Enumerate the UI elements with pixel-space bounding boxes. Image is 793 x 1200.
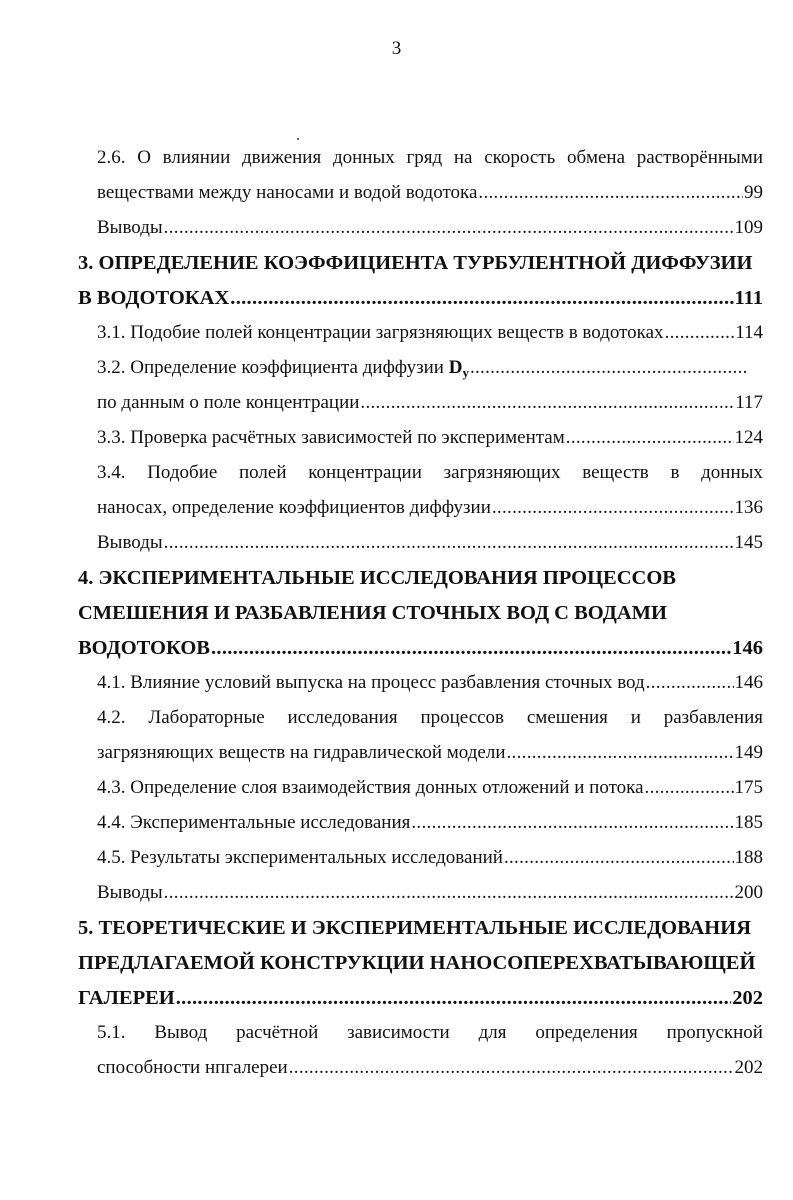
toc-word: для [478, 1022, 507, 1043]
toc-word: разбавления [663, 707, 763, 728]
toc-word: донных [701, 462, 763, 483]
toc-entry-text: 3.2. Определение коэффициента диффузии [97, 357, 449, 378]
toc-word: зависимости [347, 1022, 450, 1043]
dot-leader [470, 357, 746, 379]
toc-word: влиянии [162, 147, 231, 168]
toc-entry-5-1-line2[interactable] [97, 1057, 763, 1079]
toc-page-number: 175 [734, 777, 763, 798]
dot-leader [646, 672, 734, 694]
toc-entry-2-conclusions[interactable] [97, 217, 763, 239]
toc-word: донных [332, 147, 395, 168]
toc-word: пропускной [666, 1022, 763, 1043]
toc-page-number: 149 [734, 742, 763, 763]
toc-word: скорость [484, 147, 556, 168]
toc-page-number: 136 [734, 497, 763, 518]
toc-entry-4-2-line1[interactable] [97, 707, 763, 729]
toc-entry-label: 3.1. Подобие полей концентрации загрязняющих веществ в водотоках [97, 322, 664, 343]
toc-entry-label: 3.3. Проверка расчётных зависимостей по экспериментам [97, 427, 565, 448]
toc-word: полей [239, 462, 287, 483]
toc-page-number: 109 [734, 217, 763, 238]
toc-chapter-5-line1[interactable] [78, 917, 763, 940]
dot-leader [360, 392, 734, 414]
chapter-title: 4. ЭКСПЕРИМЕНТАЛЬНЫЕ ИССЛЕДОВАНИЯ ПРОЦЕССОВ [78, 567, 676, 589]
toc-word: и [630, 707, 641, 728]
toc-chapter-5-line2[interactable] [78, 952, 763, 975]
toc-entry-label: Выводы [97, 532, 163, 553]
dot-leader [211, 637, 731, 660]
chapter-title: 5. ТЕОРЕТИЧЕСКИЕ И ЭКСПЕРИМЕНТАЛЬНЫЕ ИССЛЕДОВАНИЯ [78, 917, 752, 939]
toc-word: 3.4. [97, 462, 126, 483]
toc-page-number: 145 [734, 532, 763, 553]
toc-page-number: 185 [734, 812, 763, 833]
toc-word: в [670, 462, 680, 483]
toc-entry-label: по данным о поле концентрации [97, 392, 360, 413]
toc-entry-label: 4.5. Результаты экспериментальных исследований [97, 847, 503, 868]
toc-word: определения [535, 1022, 638, 1043]
toc-word: расчётной [236, 1022, 319, 1043]
chapter-title: ПРЕДЛАГАЕМОЙ КОНСТРУКЦИИ НАНОСОПЕРЕХВАТЫВАЮЩЕЙ [78, 952, 756, 974]
chapter-title: ВОДОТОКОВ [78, 637, 210, 659]
chapter-title: В ВОДОТОКАХ [78, 287, 230, 309]
toc-entry-3-2-line1[interactable] [97, 357, 747, 381]
toc-page-number: 117 [735, 392, 763, 413]
toc-entry-label: способности нпгалереи [97, 1057, 288, 1078]
toc-page-number: 114 [735, 322, 763, 343]
chapter-title: ГАЛЕРЕИ [78, 987, 175, 1009]
toc-entry-3-2-line2[interactable] [97, 392, 763, 414]
toc-entry-label: 4.3. Определение слоя взаимодействия донных отложений и потока [97, 777, 644, 798]
dot-leader [164, 532, 734, 554]
toc-entry-3-4-line2[interactable] [97, 497, 763, 519]
dot-leader [566, 427, 734, 449]
toc-word: Лабораторные [148, 707, 265, 728]
toc-word: 4.2. [97, 707, 126, 728]
dot-leader [665, 322, 735, 344]
toc-word: растворёнными [636, 147, 763, 168]
toc-page-number: 202 [734, 1057, 763, 1078]
toc-chapter-4-line1[interactable] [78, 567, 763, 590]
toc-chapter-5-line3[interactable] [78, 987, 763, 1010]
symbol-d: D [448, 357, 463, 378]
chapter-title: 3. ОПРЕДЕЛЕНИЕ КОЭФФИЦИЕНТА ТУРБУЛЕНТНОЙ ДИФФУЗИИ [78, 252, 753, 274]
toc-word: 2.6. [97, 147, 126, 168]
toc-chapter-3-line2[interactable] [78, 287, 763, 310]
toc-word: Вывод [154, 1022, 208, 1043]
toc-chapter-4-line3[interactable] [78, 637, 763, 660]
dot-leader [492, 497, 734, 519]
toc-entry-label: загрязняющих веществ на гидравлической модели [97, 742, 506, 763]
dot-leader [504, 847, 734, 869]
toc-entry-label: 4.1. Влияние условий выпуска на процесс разбавления сточных вод [97, 672, 645, 693]
toc-chapter-3-line1[interactable] [78, 252, 763, 275]
toc-entry-3-1[interactable] [97, 322, 763, 344]
toc-page-number: 188 [734, 847, 763, 868]
toc-entry-3-conclusions[interactable] [97, 532, 763, 554]
dot-leader [164, 217, 734, 239]
dot-leader [478, 182, 743, 204]
toc-entry-2-6-line2[interactable] [97, 182, 763, 204]
toc-word: 5.1. [97, 1022, 126, 1043]
toc-entry-label: 4.4. Экспериментальные исследования [97, 812, 411, 833]
toc-page-number: 200 [734, 882, 763, 903]
toc-word: концентрации [308, 462, 422, 483]
toc-word: обмена [566, 147, 626, 168]
toc-word: исследования [287, 707, 398, 728]
symbol-subscript: y [462, 365, 469, 380]
toc-entry-label: Выводы [97, 882, 163, 903]
toc-word: Подобие [147, 462, 218, 483]
toc-entry-4-conclusions[interactable] [97, 882, 763, 904]
dot-leader [507, 742, 734, 764]
dot-leader [289, 1057, 734, 1079]
toc-word: на [453, 147, 473, 168]
toc-entry-label: наносах, определение коэффициентов диффузии [97, 497, 491, 518]
toc-entry-3-3[interactable] [97, 427, 763, 449]
scan-speck [297, 138, 299, 140]
toc-page-number: 111 [734, 287, 763, 309]
toc-entry-label [97, 357, 469, 381]
toc-word: загрязняющих [443, 462, 561, 483]
toc-word: смешения [526, 707, 608, 728]
toc-entry-3-4-line1[interactable] [97, 462, 763, 484]
dot-leader [411, 812, 733, 834]
toc-word: веществ [582, 462, 649, 483]
toc-page-number: 146 [732, 637, 763, 659]
toc-chapter-4-line2[interactable] [78, 602, 763, 625]
page-number: 3 [391, 38, 402, 59]
toc-entry-4-3[interactable] [97, 777, 763, 799]
dot-leader [176, 987, 732, 1010]
toc-page-number: 124 [734, 427, 763, 448]
dot-leader [230, 287, 733, 310]
toc-entry-label: Выводы [97, 217, 163, 238]
dot-leader [164, 882, 734, 904]
toc-page-number: 99 [744, 182, 763, 203]
toc-word: процессов [420, 707, 505, 728]
toc-entry-4-4[interactable] [97, 812, 763, 834]
toc-word: О [137, 147, 151, 168]
toc-page-number: 202 [732, 987, 763, 1009]
toc-word: движения [242, 147, 322, 168]
toc-entry-5-1-line1[interactable] [97, 1022, 763, 1044]
toc-page-number: 146 [734, 672, 763, 693]
chapter-title: СМЕШЕНИЯ И РАЗБАВЛЕНИЯ СТОЧНЫХ ВОД С ВОДАМИ [78, 602, 667, 624]
toc-entry-4-5[interactable] [97, 847, 763, 869]
toc-entry-4-1[interactable] [97, 672, 763, 694]
toc-word: гряд [406, 147, 443, 168]
toc-entry-4-2-line2[interactable] [97, 742, 763, 764]
toc-entry-2-6-line1[interactable] [97, 147, 763, 169]
toc-entry-label: веществами между наносами и водой водотока [97, 182, 478, 203]
dot-leader [645, 777, 734, 799]
